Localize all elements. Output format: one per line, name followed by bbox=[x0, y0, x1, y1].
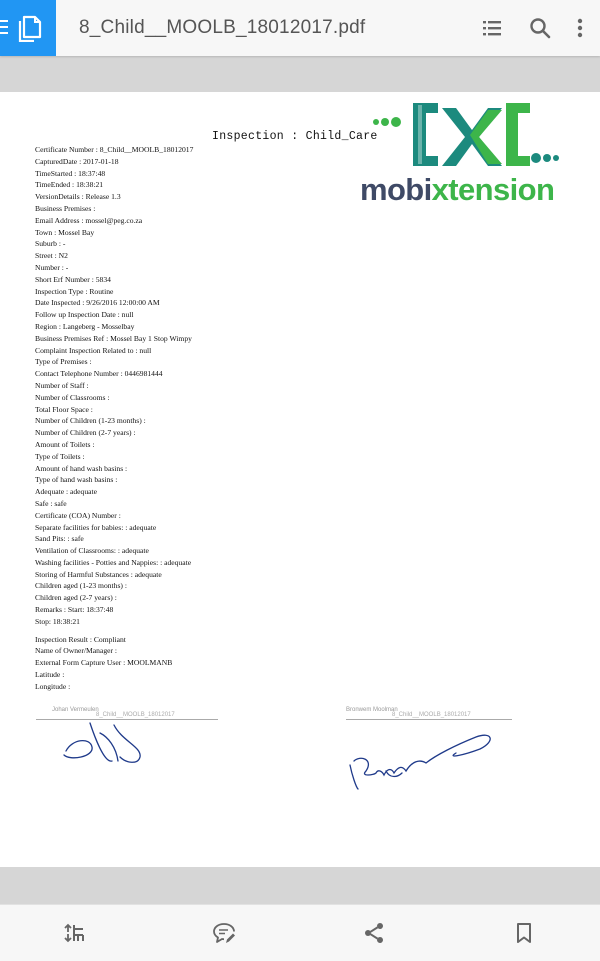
field-row: Business Premises Ref : Mossel Bay 1 Stop Wimpy bbox=[35, 333, 192, 343]
document-heading: Inspection : Child_Care bbox=[212, 130, 378, 143]
field-row: Storing of Harmful Substances : adequate bbox=[35, 569, 162, 579]
pages-icon bbox=[16, 14, 42, 42]
field-row: Remarks : Start: 18:37:48 bbox=[35, 605, 114, 615]
signature-file-label: 8_Child__MOOLB_18012017 bbox=[392, 712, 471, 718]
annotate-icon[interactable] bbox=[212, 921, 236, 945]
field-row: Date Inspected : 9/26/2016 12:00:00 AM bbox=[35, 298, 160, 308]
document-title: 8_Child__MOOLB_18012017.pdf bbox=[79, 17, 366, 38]
field-row: Amount of hand wash basins : bbox=[35, 463, 128, 473]
result-field-row: Latitude : bbox=[35, 670, 65, 680]
field-row: Children aged (2-7 years) : bbox=[35, 593, 117, 603]
pages-button[interactable] bbox=[0, 0, 56, 56]
field-row: Number : - bbox=[35, 262, 69, 272]
bookmark-icon[interactable] bbox=[512, 921, 536, 945]
field-row: Business Premises : bbox=[35, 203, 96, 213]
more-vert-icon[interactable] bbox=[568, 16, 592, 40]
field-row: Number of Classrooms : bbox=[35, 392, 110, 402]
field-row: Type of Premises : bbox=[35, 357, 92, 367]
logo-mark-icon bbox=[358, 100, 588, 172]
field-row: Separate facilities for babies: : adequate bbox=[35, 522, 157, 532]
signer-name: Johan Vermeulen bbox=[52, 707, 99, 713]
signature-file-label: 8_Child__MOOLB_18012017 bbox=[96, 712, 175, 718]
field-row: Type of hand wash basins : bbox=[35, 475, 118, 485]
field-row: Short Erf Number : 5834 bbox=[35, 274, 111, 284]
share-icon[interactable] bbox=[362, 921, 386, 945]
result-field-row: Inspection Result : Compliant bbox=[35, 634, 126, 644]
field-row: Safe : safe bbox=[35, 498, 67, 508]
field-row: Amount of Toilets : bbox=[35, 439, 95, 449]
field-row: Stop: 18:38:21 bbox=[35, 616, 80, 626]
field-row: Ventilation of Classrooms: : adequate bbox=[35, 546, 149, 556]
field-row: Certificate Number : 8_Child__MOOLB_18012017 bbox=[35, 145, 194, 154]
field-row: Street : N2 bbox=[35, 251, 68, 261]
field-row: CapturedDate : 2017-01-18 bbox=[35, 156, 119, 166]
outline-icon[interactable] bbox=[480, 16, 504, 40]
field-row: Email Address : mossel@peg.co.za bbox=[35, 215, 143, 225]
result-field-row: External Form Capture User : MOOLMANB bbox=[35, 658, 173, 668]
field-row: Total Floor Space : bbox=[35, 404, 93, 414]
field-row: TimeEnded : 18:38:21 bbox=[35, 180, 104, 190]
mobixtension-logo bbox=[358, 100, 588, 212]
field-row: Number of Staff : bbox=[35, 380, 89, 390]
field-row: Town : Mossel Bay bbox=[35, 227, 95, 237]
field-row: Number of Children (1-23 months) : bbox=[35, 416, 146, 426]
field-row: Inspection Type : Routine bbox=[35, 286, 114, 296]
field-row: Suburb : - bbox=[35, 239, 66, 249]
top-app-bar bbox=[0, 0, 600, 56]
field-row: Washing facilities - Potties and Nappies: : adequate bbox=[35, 557, 192, 567]
pdf-page[interactable] bbox=[0, 92, 600, 867]
inspection-fields bbox=[35, 144, 365, 693]
result-field-row: Name of Owner/Manager : bbox=[35, 646, 118, 656]
field-row: VersionDetails : Release 1.3 bbox=[35, 192, 121, 202]
bottom-toolbar bbox=[0, 904, 600, 961]
logo-wordmark: mobixtension bbox=[360, 172, 555, 207]
field-row: Certificate (COA) Number : bbox=[35, 510, 121, 520]
field-row: Number of Children (2-7 years) : bbox=[35, 428, 136, 438]
signature-image-1 bbox=[60, 717, 150, 769]
result-field-row: Longitude : bbox=[35, 681, 71, 691]
menu-icon bbox=[0, 20, 8, 38]
field-row: Children aged (1-23 months) : bbox=[35, 581, 127, 591]
field-row: Complaint Inspection Related to : null bbox=[35, 345, 152, 355]
search-icon[interactable] bbox=[528, 16, 552, 40]
field-row: Follow up Inspection Date : null bbox=[35, 310, 134, 320]
field-row: Sand Pits: : safe bbox=[35, 534, 84, 544]
field-row: Type of Toilets : bbox=[35, 451, 85, 461]
signature-image-2 bbox=[346, 715, 506, 795]
field-row: Adequate : adequate bbox=[35, 487, 97, 497]
field-row: TimeStarted : 18:37:48 bbox=[35, 168, 106, 178]
field-row: Contact Telephone Number : 0446981444 bbox=[35, 369, 163, 379]
reflow-icon[interactable] bbox=[62, 921, 86, 945]
signer-name: Bronwem Moolman bbox=[346, 707, 398, 713]
field-row: Region : Langeberg - Mosselbay bbox=[35, 321, 135, 331]
